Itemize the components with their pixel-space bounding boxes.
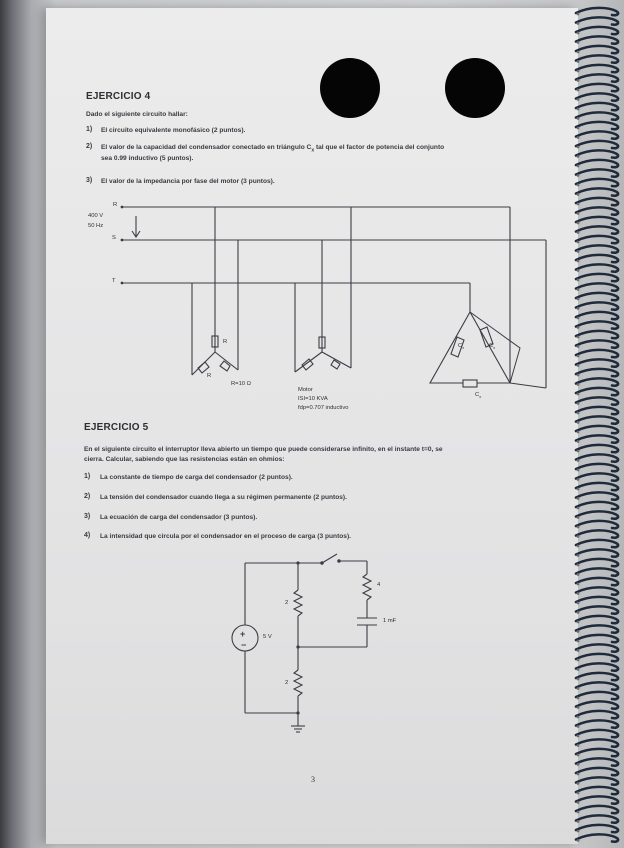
phase-s-label: S [112,235,116,241]
binding-hole [577,659,580,662]
binding-hole [577,592,580,595]
ex5-item2-text: La tensión del condensador cuando llega a su régimen permanente (2 puntos). [100,494,347,501]
spiral-coil [576,815,618,822]
binding-hole [577,98,580,101]
spiral-coil [576,521,618,528]
binding-hole [577,79,580,82]
spiral-coil [576,749,618,756]
exercise4-title: EJERCICIO 4 [86,91,151,102]
spiral-coil [576,188,618,195]
binding-hole [577,231,580,234]
rc-r-top-label: 2 [285,600,289,606]
spiral-coil [576,464,618,471]
spiral-binding [572,0,624,848]
spiral-coil [576,359,618,366]
spiral-coil [576,834,618,841]
spiral-coil [576,559,618,566]
spiral-coil [576,321,618,328]
spiral-coil [576,758,618,765]
spiral-coil [576,701,618,708]
binding-hole [577,564,580,567]
binding-hole [577,383,580,386]
spiral-coil [576,150,618,157]
spiral-coil [576,27,618,34]
binding-hole [577,364,580,367]
spiral-coil [576,825,618,832]
binding-hole [577,640,580,643]
binding-hole [577,108,580,111]
binding-hole [577,51,580,54]
binding-hole [577,174,580,177]
cap-bottom-letter: C [475,392,480,398]
spiral-coil [576,274,618,281]
spiral-coil [576,179,618,186]
binding-hole [577,488,580,491]
binding-hole [577,773,580,776]
binding-hole [577,326,580,329]
binding-hole [577,630,580,633]
binding-hole [577,497,580,500]
binding-hole [577,516,580,519]
spiral-coil [576,435,618,442]
binding-hole [577,13,580,16]
load-r-top-label: R [223,339,228,345]
binding-hole [577,545,580,548]
binding-hole [577,127,580,130]
binding-hole [577,716,580,719]
exercise5-intro-line2: cierra. Calcular, sabiendo que las resistencias están en ohmios: [84,456,285,463]
spiral-coil [576,103,618,110]
binding-hole [577,70,580,73]
binding-hole [577,535,580,538]
cap-left-sub: x [462,345,465,351]
spiral-coil [576,692,618,699]
binding-hole [577,32,580,35]
binding-hole [577,241,580,244]
source-voltage-label: 400 V [88,213,104,219]
binding-hole [577,811,580,814]
binding-hole [577,668,580,671]
binding-hole [577,22,580,25]
binding-hole [577,146,580,149]
spiral-coil [576,226,618,233]
ex5-item3-num: 3) [84,513,91,520]
spiral-coil [576,369,618,376]
binding-hole [577,526,580,529]
binding-hole [577,421,580,424]
binding-hole [577,307,580,310]
binding-hole [577,431,580,434]
spiral-coil [576,644,618,651]
spiral-coil [576,388,618,395]
binding-hole [577,374,580,377]
cap-bottom-sub: x [479,394,482,400]
load-r-left-label: R [207,373,212,379]
binding-hole [577,269,580,272]
binding-hole [577,754,580,757]
spiral-coil [576,217,618,224]
spiral-coil [576,74,618,81]
ex4-item2-text-a: El valor de la capacidad del condensador conectado en triángulo C [101,144,312,151]
spiral-coil [576,160,618,167]
cap-right-label [489,343,495,350]
spiral-coil [576,169,618,176]
binding-hole [577,117,580,120]
rc-r-right-label: 4 [377,582,381,588]
spiral-coil [576,616,618,623]
ex5-item1-text: La constante de tiempo de carga del condensador (2 puntos). [100,474,293,481]
binding-hole [577,507,580,510]
binding-hole [577,469,580,472]
spiral-coil [576,796,618,803]
rc-source-label: 5 V [263,634,272,640]
binding-hole [577,735,580,738]
spiral-coil [576,445,618,452]
binding-hole [577,136,580,139]
phase-t-label: T [112,278,116,284]
spiral-coil [576,502,618,509]
redaction-dot-left [320,58,380,118]
binding-hole [577,697,580,700]
binding-hole [577,41,580,44]
binding-hole [577,412,580,415]
ex5-item4-text: La intensidad que circula por el condensador en el proceso de carga (3 puntos). [100,533,351,540]
binding-hole [577,801,580,804]
spiral-coil [576,673,618,680]
spiral-coil [576,720,618,727]
binding-hole [577,440,580,443]
spiral-coil [576,302,618,309]
spiral-coil [576,568,618,575]
binding-hole [577,744,580,747]
spiral-coil [576,682,618,689]
binding-hole [577,279,580,282]
spiral-coil [576,245,618,252]
spiral-coil [576,93,618,100]
binding-hole [577,288,580,291]
binding-hole [577,345,580,348]
binding-hole [577,830,580,833]
spiral-coil [576,397,618,404]
spiral-coil [576,36,618,43]
spiral-coil [576,426,618,433]
motor-power-label: ISI=10 KVA [298,396,328,402]
cap-left-letter: C [458,343,463,349]
binding-hole [577,184,580,187]
binding-hole [577,60,580,63]
spiral-coil [576,264,618,271]
spiral-coil [576,597,618,604]
ex4-item2-text-cont: sea 0.99 inductivo (5 puntos). [101,155,194,162]
binding-hole [577,155,580,158]
spiral-coil [576,777,618,784]
spiral-coil [576,112,618,119]
spiral-coil [576,540,618,547]
spiral-coil [576,492,618,499]
spiral-coil [576,378,618,385]
spiral-coil [576,530,618,537]
binding-hole [577,621,580,624]
spiral-coil [576,730,618,737]
binding-hole [577,260,580,263]
ex4-item2-text [101,144,444,153]
binding-hole [577,222,580,225]
binding-hole [577,212,580,215]
ex5-item1-num: 1) [84,473,91,480]
binding-hole [577,336,580,339]
binding-hole [577,763,580,766]
spiral-coil [576,312,618,319]
exercise5-intro-line1: En el siguiente circuito el interruptor lleva abierto un tiempo que puede considerarse infinito, en el instante t=0, se [84,446,443,453]
ex4-item3-num: 3) [86,177,93,184]
spiral-coil [576,416,618,423]
spiral-coil [576,511,618,518]
ex4-item3-text: El valor de la impedancia por fase del motor (3 puntos). [101,178,275,185]
phase-r-label: R [113,202,118,208]
spiral-coil [576,65,618,72]
binding-hole [577,678,580,681]
spiral-coil [576,293,618,300]
spiral-coil [576,122,618,129]
spiral-coil [576,407,618,414]
spiral-coil [576,635,618,642]
source-frequency-label: 50 Hz [88,223,104,229]
spiral-coil [576,236,618,243]
binding-hole [577,478,580,481]
spiral-coil [576,350,618,357]
spiral-coil [576,654,618,661]
binding-hole [577,792,580,795]
binding-hole [577,554,580,557]
binding-hole [577,687,580,690]
binding-hole [577,298,580,301]
spiral-coil [576,17,618,24]
binding-hole [577,583,580,586]
spiral-coil [576,663,618,670]
spiral-coil [576,806,618,813]
cap-right-letter: C [489,343,494,349]
spiral-coil [576,141,618,148]
ex4-item2-num: 2) [86,143,93,150]
binding-hole [577,839,580,842]
spiral-coil [576,8,618,15]
rc-r-bottom-label: 2 [285,680,289,686]
exercise4-intro: Dado el siguiente circuito hallar: [86,111,188,118]
binding-hole [577,706,580,709]
binding-hole [577,317,580,320]
motor-pf-label: fdp=0.707 inductivo [298,405,349,411]
binding-hole [577,725,580,728]
spiral-coil [576,625,618,632]
spiral-coil [576,207,618,214]
spiral-coil [576,340,618,347]
spiral-coil [576,55,618,62]
spiral-coil [576,283,618,290]
binding-hole [577,820,580,823]
ex5-item2-num: 2) [84,493,91,500]
exercise5-title: EJERCICIO 5 [84,422,149,433]
spiral-coil [576,549,618,556]
spiral-coil [576,787,618,794]
binding-hole [577,573,580,576]
binding-hole [577,165,580,168]
motor-label: Motor [298,387,313,393]
svg-text:+: + [240,629,246,639]
svg-text:−: − [241,640,247,650]
spiral-coil [576,84,618,91]
binding-hole [577,782,580,785]
spiral-coil [576,331,618,338]
cap-bottom-label [475,392,481,399]
binding-hole [577,450,580,453]
spiral-coil [576,739,618,746]
binding-hole [577,355,580,358]
page-number: 3 [311,775,315,784]
spiral-coil [576,606,618,613]
binding-hole [577,193,580,196]
binding-hole [577,393,580,396]
binding-hole [577,89,580,92]
ex4-item1-num: 1) [86,126,93,133]
spiral-coil [576,198,618,205]
binding-hole [577,250,580,253]
spiral-coil [576,255,618,262]
spiral-coil [576,587,618,594]
spiral-coil [576,454,618,461]
spiral-coil [576,131,618,138]
redaction-dot-right [445,58,505,118]
binding-hole [577,402,580,405]
ex4-item1-text: El circuito equivalente monofásico (2 puntos). [101,127,246,134]
spiral-coil [576,473,618,480]
spiral-coil [576,483,618,490]
binding-hole [577,649,580,652]
spiral-coil [576,578,618,585]
ex4-item2-text-b: tal que el factor de potencia del conjunto [314,144,445,151]
spiral-coil [576,46,618,53]
binding-hole [577,203,580,206]
ex4-item2-sub: x [311,147,315,154]
cap-right-sub: x [493,345,496,351]
binding-hole [577,611,580,614]
binding-hole [577,602,580,605]
ex5-item4-num: 4) [84,532,91,539]
spiral-coil [576,768,618,775]
rc-capacitor-label: 1 mF [383,618,397,624]
ex5-item3-text: La ecuación de carga del condensador (3 puntos). [100,514,258,521]
load-r-value-label: R=10 Ω [231,381,251,387]
cap-left-label [458,343,464,350]
binding-hole [577,459,580,462]
spiral-coil [576,711,618,718]
